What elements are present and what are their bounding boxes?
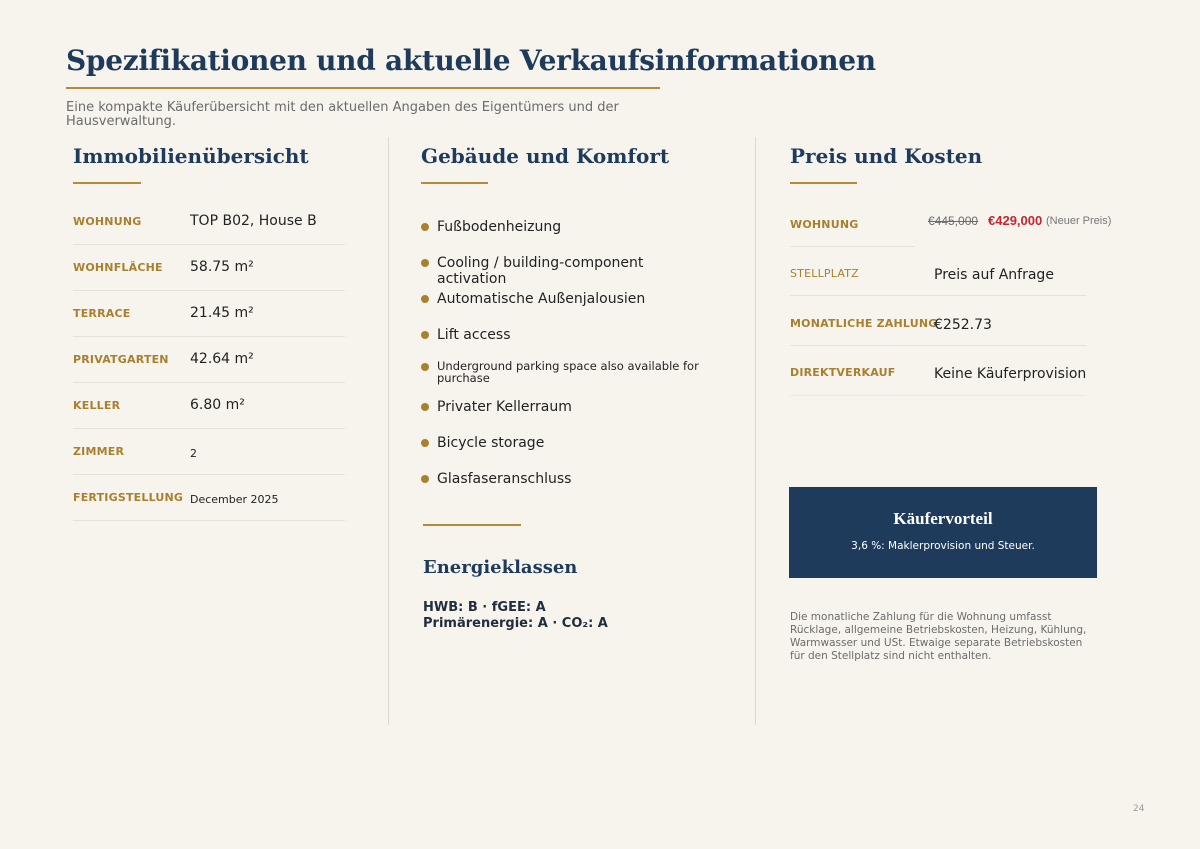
list-item: Lift access	[421, 327, 711, 343]
price-value: €252.73	[934, 317, 992, 333]
bullet-dot-icon	[421, 223, 429, 231]
pricing-title-underline	[790, 182, 857, 184]
primary-energy-line: Primärenergie: A · CO₂: A	[423, 616, 608, 631]
list-item: Bicycle storage	[421, 435, 711, 451]
spec-value: TOP B02, House B	[190, 213, 317, 229]
energy-title: Energieklassen	[423, 557, 578, 578]
spec-label: WOHNFLÄCHE	[73, 261, 163, 274]
price-label: DIREKTVERKAUF	[790, 366, 896, 379]
price-row-apartment	[790, 197, 915, 247]
price-label: MONATLICHE ZAHLUNG	[790, 317, 938, 330]
spec-label: ZIMMER	[73, 445, 125, 458]
spec-label: KELLER	[73, 399, 121, 412]
spec-value: December 2025	[190, 493, 279, 506]
column-divider-2	[755, 137, 756, 725]
list-item: Privater Kellerraum	[421, 399, 711, 415]
page-subtitle: Eine kompakte Käuferübersicht mit den aktuellen Angaben des Eigentümers und der Hausverwaltung.	[66, 100, 619, 129]
spec-row-cellar	[73, 383, 345, 429]
buyer-advantage-box	[789, 487, 1097, 578]
buyer-advantage-text: 3,6 %: Maklerprovision und Steuer.	[851, 540, 1035, 552]
list-item: Automatische Außenjalousien	[421, 291, 711, 307]
price-value: Keine Käuferprovision	[934, 366, 1087, 382]
buyer-advantage-title: Käufervorteil	[893, 509, 993, 528]
price-row-monthly	[790, 296, 1086, 346]
spec-row-completion	[73, 475, 345, 521]
column-divider-1	[388, 137, 389, 725]
spec-label: WOHNUNG	[73, 215, 142, 228]
energy-class-line: HWB: B · fGEE: A	[423, 600, 546, 615]
spec-row-apartment	[73, 199, 345, 245]
list-item: Cooling / building-component activation	[421, 255, 711, 271]
pricing-title: Preis und Kosten	[790, 144, 983, 168]
page-number: 24	[1133, 804, 1145, 814]
spec-value: 21.45 m²	[190, 305, 254, 321]
page-title: Spezifikationen und aktuelle Verkaufsinformationen	[66, 44, 876, 77]
spec-value: 58.75 m²	[190, 259, 254, 275]
spec-row-garden	[73, 337, 345, 383]
price-value: Preis auf Anfrage	[934, 267, 1054, 283]
building-title-underline	[421, 182, 488, 184]
bullet-dot-icon	[421, 403, 429, 411]
building-title: Gebäude und Komfort	[421, 144, 670, 168]
title-underline	[66, 87, 660, 89]
spec-row-living-area	[73, 245, 345, 291]
spec-label: PRIVATGARTEN	[73, 353, 169, 366]
price-label: WOHNUNG	[790, 218, 859, 231]
bullet-dot-icon	[421, 363, 429, 371]
spec-label: TERRACE	[73, 307, 131, 320]
list-item: Fußbodenheizung	[421, 219, 711, 235]
spec-value: 6.80 m²	[190, 397, 245, 413]
bullet-dot-icon	[421, 475, 429, 483]
price-label: STELLPLATZ	[790, 267, 859, 280]
list-item: Glasfaseranschluss	[421, 471, 711, 487]
price-row-direct	[790, 346, 1086, 396]
monthly-payment-footnote: Die monatliche Zahlung für die Wohnung umfasst Rücklage, allgemeine Betriebskosten, Heizung, Kühlung, Warmwasser und USt. Etwaige separate Betriebskosten für den Stellplatz sind nicht enthalten.	[790, 611, 1087, 662]
overview-title: Immobilienübersicht	[73, 144, 309, 168]
new-price: €429,000	[988, 213, 1043, 228]
bullet-dot-icon	[421, 259, 429, 267]
bullet-dot-icon	[421, 295, 429, 303]
overview-title-underline	[73, 182, 141, 184]
list-item: Underground parking space also available for purchase	[421, 360, 711, 384]
energy-separator	[423, 524, 521, 526]
old-price: €445,000	[928, 214, 979, 228]
spec-value: 42.64 m²	[190, 351, 254, 367]
spec-label: FERTIGSTELLUNG	[73, 491, 184, 504]
spec-value: 2	[190, 447, 197, 460]
price-row-parking	[790, 246, 1086, 296]
spec-row-terrace	[73, 291, 345, 337]
bullet-dot-icon	[421, 439, 429, 447]
spec-row-rooms	[73, 429, 345, 475]
bullet-dot-icon	[421, 331, 429, 339]
new-price-note: (Neuer Preis)	[1046, 215, 1112, 227]
